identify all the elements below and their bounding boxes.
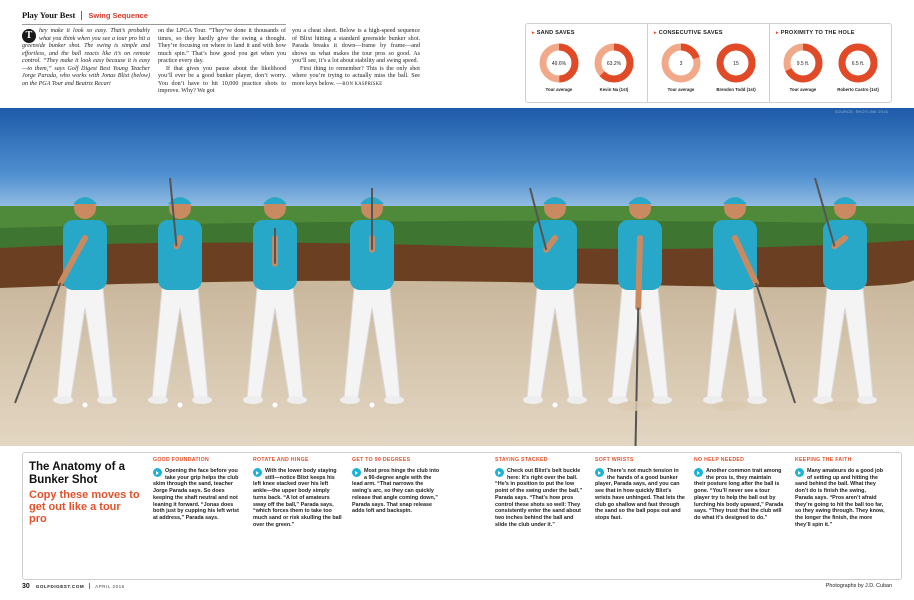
donut-chart bbox=[837, 42, 879, 84]
tip-text: With the lower body staying still—notice Blixt keeps his left knee stacked over his left ankle—the upper body simply turns back. “A lot of amateurs sway off the ball,” Parada says, “which forces them to take too much sand or risk skulling the ball over the green.” bbox=[253, 468, 342, 528]
donut-chart bbox=[715, 42, 757, 84]
shoe bbox=[148, 396, 168, 404]
anatomy-title: The Anatomy of a Bunker Shot bbox=[29, 461, 126, 486]
anatomy-subtitle: Copy these moves to get out like a tour pro bbox=[29, 489, 140, 525]
stat-label: Tour average bbox=[545, 87, 573, 92]
anatomy-panel bbox=[22, 452, 902, 580]
play-icon bbox=[253, 468, 262, 477]
section-topic: Swing Sequence bbox=[88, 10, 148, 20]
header-divider bbox=[81, 11, 82, 20]
tip-staying-stacked bbox=[495, 457, 585, 528]
tip-text: Many amateurs do a good job of setting up and hitting the sand behind the ball. What they don’t do is finish the swing, Parada says. “Pros aren’t afraid they’re going to hit the ball too far, so they swing through. They know, the longer the finish, the more they’ll spin it.” bbox=[795, 468, 885, 528]
tip-soft-wrists bbox=[595, 457, 685, 522]
shoe bbox=[567, 396, 587, 404]
sand-spray bbox=[617, 401, 653, 411]
tip-title: STAYING STACKED bbox=[495, 457, 548, 463]
golf-ball bbox=[83, 403, 88, 408]
donut-chart bbox=[782, 42, 824, 84]
golf-ball bbox=[273, 403, 278, 408]
shoe bbox=[523, 396, 543, 404]
sand-spray bbox=[712, 401, 748, 411]
footer-divider bbox=[89, 583, 90, 589]
stat-label: Tour average bbox=[789, 87, 817, 92]
donut-value: 49.6% bbox=[551, 61, 567, 67]
intro-paragraph: First thing to remember? This is the only shot where you’re trying to actually miss the ball. See more keys below. — bbox=[292, 65, 420, 87]
play-icon bbox=[352, 468, 361, 477]
stat-title: SAND SAVES bbox=[536, 30, 575, 36]
play-icon bbox=[595, 468, 604, 477]
shoe bbox=[192, 396, 212, 404]
page-number: 30 bbox=[22, 582, 30, 590]
intro-column-3 bbox=[292, 28, 420, 88]
stat-item bbox=[589, 42, 639, 92]
tip-rotate-and-hinge bbox=[253, 457, 343, 528]
donut-value: 9.5 ft. bbox=[796, 61, 810, 67]
donut-value: 3 bbox=[679, 61, 683, 67]
sand-spray bbox=[822, 401, 858, 411]
intro-column-1 bbox=[22, 28, 150, 88]
tip-text: There’s not much tension in the hands of a good bunker player, Parada says, and you can see that in how quickly Blixt’s wrists have unhinged. That lets the club go shallow and fast through the sand so the ball pops out and stops fast. bbox=[595, 468, 685, 521]
page-footer bbox=[22, 580, 892, 592]
tip-title: NO HELP NEEDED bbox=[694, 457, 745, 463]
stat-label: Brendon Todd (1st) bbox=[716, 87, 756, 92]
intro-paragraph: you a cheat sheet. Below is a high-speed sequence of Blixt hitting a standard greenside bunker shot. Parada breaks it down—frame by frame—and shows us what makes the tour pros so good. As you’ll see, it’s a lot about stability and swing speed. bbox=[292, 28, 420, 64]
tip-keeping-the-faith bbox=[795, 457, 885, 528]
stats-panel bbox=[525, 23, 892, 103]
shoe bbox=[287, 396, 307, 404]
intro-column-2 bbox=[158, 28, 286, 96]
photo-source: SOURCE: SHOTLINK 2016 bbox=[834, 110, 888, 114]
play-icon bbox=[495, 468, 504, 477]
stat-item bbox=[833, 42, 883, 92]
donut-value: 6.5 ft. bbox=[851, 61, 865, 67]
tip-title: SOFT WRISTS bbox=[595, 457, 634, 463]
stat-item bbox=[778, 42, 828, 92]
bunker-swing-illustration bbox=[0, 108, 914, 446]
shoe bbox=[97, 396, 117, 404]
dropcap: T bbox=[22, 29, 36, 43]
stat-group-consecutive-saves bbox=[647, 24, 769, 102]
shirt bbox=[533, 220, 577, 290]
page-header bbox=[22, 8, 148, 22]
donut-chart bbox=[660, 42, 702, 84]
stat-title: CONSECUTIVE SAVES bbox=[658, 30, 723, 36]
stat-item bbox=[711, 42, 761, 92]
stat-label: Kevin Na (1st) bbox=[599, 87, 629, 92]
intro-paragraph: on the LPGA Tour. “They’ve done it thousands of times, so they hardly give the swing a thought. They’re focusing on where to land it and with how much spin.” That’s how good you get when you practice every day. bbox=[158, 28, 286, 64]
tip-get-to-90-degrees bbox=[352, 457, 442, 515]
donut-chart bbox=[538, 42, 580, 84]
shoe bbox=[652, 396, 672, 404]
stat-item bbox=[534, 42, 584, 92]
tip-no-help-needed bbox=[694, 457, 784, 522]
issue-date: APRIL 2016 bbox=[95, 583, 125, 589]
header-rule bbox=[22, 24, 286, 25]
arms bbox=[638, 238, 640, 308]
shoe bbox=[747, 396, 767, 404]
stat-group-sand-saves bbox=[526, 24, 647, 102]
play-icon bbox=[795, 468, 804, 477]
tip-text: Check out Blixt’s belt buckle here: It’s right over the ball. “He’s in position to put the low point of the swing under the ball,” Parada says. “That’s how pros control these shots so well: They consistently enter the sand about two inches behind the ball and slide the club under it.” bbox=[495, 468, 583, 528]
golf-ball bbox=[553, 403, 558, 408]
play-icon bbox=[153, 468, 162, 477]
shoe bbox=[340, 396, 360, 404]
intro-paragraph: hey make it look so easy. That’s probably what you think when you see a tour pro hit a greenside bunker shot. The swing is simple and effortless, and the ball reacts like it’s on remote control. “They make it look easy because it is easy—to them,” says Golf Digest Best Young Teacher Jorge Parada, who works with Jonas Blixt (below) on the PGA Tour and Beatriz Recari bbox=[22, 28, 150, 87]
shirt bbox=[713, 220, 757, 290]
donut-value: 63.2% bbox=[606, 61, 622, 67]
shoe bbox=[53, 396, 73, 404]
golf-ball bbox=[370, 403, 375, 408]
shoe bbox=[857, 396, 877, 404]
publication-url: GOLFDIGEST.COM bbox=[35, 583, 85, 589]
stat-item bbox=[656, 42, 706, 92]
arrow-icon: ▸ bbox=[532, 30, 535, 36]
stat-label: Roberto Castro (1st) bbox=[837, 87, 879, 92]
tip-good-foundation bbox=[153, 457, 243, 522]
stat-label: Tour average bbox=[667, 87, 695, 92]
section-name: Play Your Best bbox=[22, 10, 76, 20]
golf-ball bbox=[178, 403, 183, 408]
donut-chart bbox=[593, 42, 635, 84]
tip-title: GOOD FOUNDATION bbox=[153, 457, 209, 463]
stat-group-proximity bbox=[769, 24, 891, 102]
photo-credit: Photographs by J.D. Cuban bbox=[825, 583, 892, 589]
tip-text: Another common trait among the pros is, they maintain their posture long after the ball is gone. “You’ll never see a tour player try to help the ball out by lurching his body upward,” Parada says. “They trust that the club will do what it’s designed to do.” bbox=[694, 468, 784, 521]
tip-text: Most pros hinge the club into a 90-degree angle with the lead arm. “That narrows the swing’s arc, so they can quickly release that angle coming down,” Parada says. That snap release adds loft and backspin. bbox=[352, 468, 440, 515]
shoe bbox=[243, 396, 263, 404]
arrow-icon: ▸ bbox=[776, 30, 779, 36]
swing-sequence-photo bbox=[0, 108, 914, 446]
donut-value: 15 bbox=[733, 61, 739, 67]
tip-text: Opening the face before you take your grip helps the club skim through the sand, teacher Jorge Parada says. So does keeping the shaft neutral and not leaning it forward. “Jonas does both just by cupping his left wrist at address,” Parada says. bbox=[153, 468, 239, 521]
shoe bbox=[384, 396, 404, 404]
shirt bbox=[63, 220, 107, 290]
stat-title: PROXIMITY TO THE HOLE bbox=[780, 30, 855, 36]
arrow-icon: ▸ bbox=[654, 30, 657, 36]
byline: RON KASPRISKE bbox=[342, 81, 383, 87]
tip-title: KEEPING THE FAITH bbox=[795, 457, 852, 463]
intro-paragraph: If that gives you pause about the likelihood you’ll ever be a good bunker player, don’t worry. You don’t have to hit 10,000 practice shots to improve. Why? We got bbox=[158, 65, 286, 94]
tip-title: ROTATE AND HINGE bbox=[253, 457, 309, 463]
play-icon bbox=[694, 468, 703, 477]
shirt bbox=[158, 220, 202, 290]
tip-title: GET TO 90 DEGREES bbox=[352, 457, 411, 463]
